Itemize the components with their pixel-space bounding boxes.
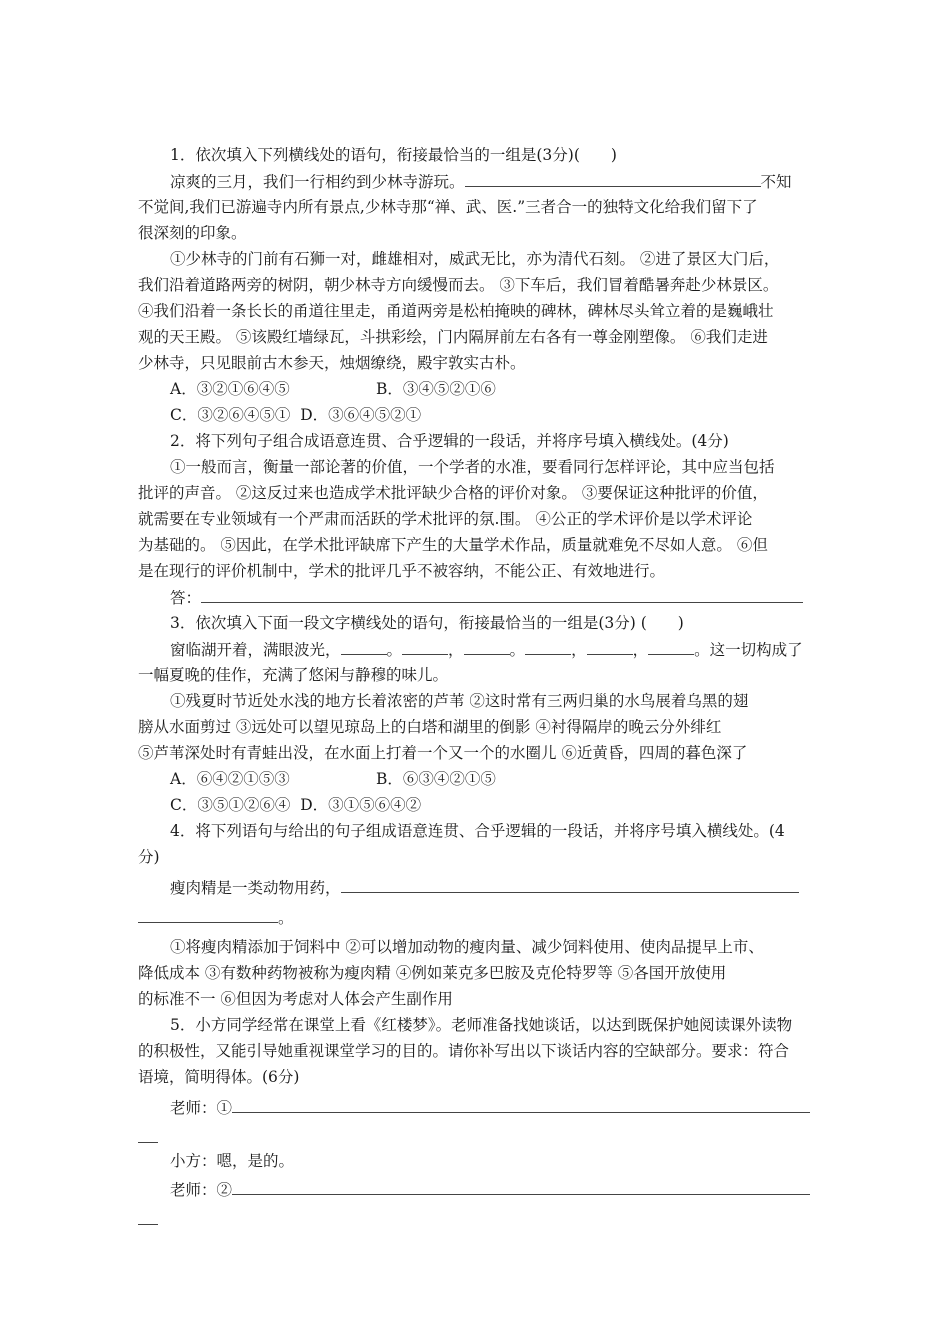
q5-blank-2[interactable] (232, 1178, 810, 1195)
q4-blank-1[interactable] (341, 876, 799, 893)
q3-blank-6[interactable] (648, 638, 694, 655)
q4-blank-2[interactable] (138, 906, 278, 923)
q3-blank-5[interactable] (587, 638, 633, 655)
q3-blank-2[interactable] (402, 638, 448, 655)
q2-answer-line (170, 586, 803, 609)
q3-option-b[interactable]: B．⑥③④②①⑤ (376, 770, 496, 788)
q1-blank[interactable] (465, 170, 761, 187)
q5-teacher-line1 (170, 1096, 810, 1119)
q2-sentences-line3: 就需要在专业领域有一个严肃而活跃的学术批评的氛.围。 ④公正的学术评价是以学术评论 (138, 510, 753, 528)
q4-stem-line1: 4．将下列语句与给出的句子组成语意连贯、合乎逻辑的一段话，并将序号填入横线处。(4 (170, 822, 785, 840)
q3-passage-line2: 一幅夏晚的佳作，充满了悠闲与静穆的味儿。 (138, 666, 449, 684)
q5-blank-2-cont (138, 1208, 158, 1231)
q3-sentences-line3: ⑤芦苇深处时有青蛙出没，在水面上打着一个又一个的水圈儿 ⑥近黄昏，四周的暮色深了 (138, 744, 748, 762)
q2-sentences-line1: ①一般而言，衡量一部论著的价值，一个学者的水准，要看同行怎样评论，其中应当包括 (170, 458, 775, 476)
q1-passage-line2: 不觉间,我们已游遍寺内所有景点,少林寺那“禅、武、医.”三者合一的独特文化给我们留下了 (138, 198, 758, 216)
q1-options-cd (170, 404, 421, 426)
q1-sentences-line3: ④我们沿着一条长长的甬道往里走，甬道两旁是松柏掩映的碑林，碑林尽头耸立着的是巍峨壮 (138, 302, 774, 320)
q4-stem-line2: 分) (138, 848, 160, 866)
q4-sentences-line3: 的标准不一 ⑥但因为考虑对人体会产生副作用 (138, 990, 453, 1008)
q1-sentences-line5: 少林寺，只见眼前古木参天，烛烟缭绕，殿宇敦实古朴。 (138, 354, 526, 372)
q1-sentences-line4: 观的天王殿。 ⑤该殿红墙绿瓦，斗拱彩绘，门内隔屏前左右各有一尊金刚塑像。 ⑥我们走进 (138, 328, 768, 346)
q5-student-line: 小方：嗯，是的。 (170, 1152, 295, 1170)
q4-blank-line2: 。 (138, 906, 294, 929)
q2-answer-label: 答： (170, 589, 202, 607)
q1-passage-line1: 凉爽的三月，我们一行相约到少林寺游玩。 不知 (170, 170, 792, 193)
q4-sentences-line2: 降低成本 ③有数种药物被称为瘦肉精 ④例如莱克多巴胺及克伦特罗等 ⑤各国开放使用 (138, 964, 727, 982)
q3-blank-3[interactable] (464, 638, 510, 655)
q3-sentences-line1: ①残夏时节近处水浅的地方长着浓密的芦苇 ②这时常有三两归巢的水鸟展着乌黑的翅 (170, 692, 749, 710)
q2-answer-blank[interactable] (201, 586, 803, 603)
q2-sentences-line5: 是在现行的评价机制中，学术的批评几乎不被容纳，不能公正、有效地进行。 (138, 562, 666, 580)
q3-sentences-line2: 膀从水面剪过 ③远处可以望见琼岛上的白塔和湖里的倒影 ④衬得隔岸的晚云分外绯红 (138, 718, 722, 736)
q5-teacher-line2 (170, 1178, 810, 1201)
q5-blank-1-cont (138, 1126, 158, 1149)
q4-sentences-line1: ①将瘦肉精添加于饲料中 ②可以增加动物的瘦肉量、减少饲料使用、使肉品提早上市、 (170, 938, 764, 956)
q3-blank-1[interactable] (341, 638, 387, 655)
q3-options-ab (170, 768, 690, 790)
q1-option-a[interactable]: A．③②①⑥④⑤ (170, 380, 290, 398)
q1-option-d[interactable]: D．③⑥④⑤②① (300, 406, 422, 424)
q5-stem-line1: 5．小方同学经常在课堂上看《红楼梦》。老师准备找她谈话，以达到既保护她阅读课外读物 (170, 1016, 793, 1034)
q3-options-cd (170, 794, 421, 816)
q2-stem: 2．将下列句子组合成语意连贯、合乎逻辑的一段话，并将序号填入横线处。(4分) (170, 432, 729, 450)
q1-sentences-line1: ①少林寺的门前有石狮一对，雌雄相对，威武无比，亦为清代石刻。 ②进了景区大门后， (170, 250, 780, 268)
q1-option-b[interactable]: B．③④⑤②①⑥ (376, 380, 496, 398)
q3-option-a[interactable]: A．⑥④②①⑤③ (170, 770, 290, 788)
q4-lead-line: 瘦肉精是一类动物用药， (170, 876, 799, 899)
q1-passage-line3: 很深刻的印象。 (138, 224, 247, 242)
q3-blank-4[interactable] (525, 638, 571, 655)
q3-option-d[interactable]: D．③①⑤⑥④② (300, 796, 422, 814)
q1-options-ab (170, 378, 690, 400)
q5-stem-line3: 语境，简明得体。(6分) (138, 1068, 300, 1086)
q5-blank-2-tail[interactable] (138, 1208, 158, 1225)
q3-option-c[interactable]: C．③⑤①②⑥④ (170, 796, 291, 814)
q5-stem-line2: 的积极性，又能引导她重视课堂学习的目的。请你补写出以下谈话内容的空缺部分。要求：符合 (138, 1042, 790, 1060)
q2-sentences-line2: 批评的声音。 ②这反过来也造成学术批评缺少合格的评价对象。 ③要保证这种批评的价值， (138, 484, 768, 502)
q5-blank-1-tail[interactable] (138, 1126, 158, 1143)
q5-teacher-label-1: 老师：① (170, 1099, 233, 1117)
q3-stem: 3．依次填入下面一段文字横线处的语句，衔接最恰当的一组是(3分) ( ) (170, 614, 684, 632)
q3-passage-line1: 窗临湖开着，满眼波光， 。 ， 。 ， ， 。这一切构成了 (170, 638, 803, 661)
q2-sentences-line4: 为基础的。 ⑤因此，在学术批评缺席下产生的大量学术作品，质量就难免不尽如人意。 ⑥但 (138, 536, 768, 554)
q1-stem: 1．依次填入下列横线处的语句，衔接最恰当的一组是(3分)( ) (170, 146, 617, 164)
q1-option-c[interactable]: C．③②⑥④⑤① (170, 406, 291, 424)
q5-blank-1[interactable] (232, 1096, 810, 1113)
q1-sentences-line2: 我们沿着道路两旁的树阴，朝少林寺方向缓慢而去。 ③下车后，我们冒着酷暑奔赴少林景区。 (138, 276, 779, 294)
q5-teacher-label-2: 老师：② (170, 1181, 233, 1199)
